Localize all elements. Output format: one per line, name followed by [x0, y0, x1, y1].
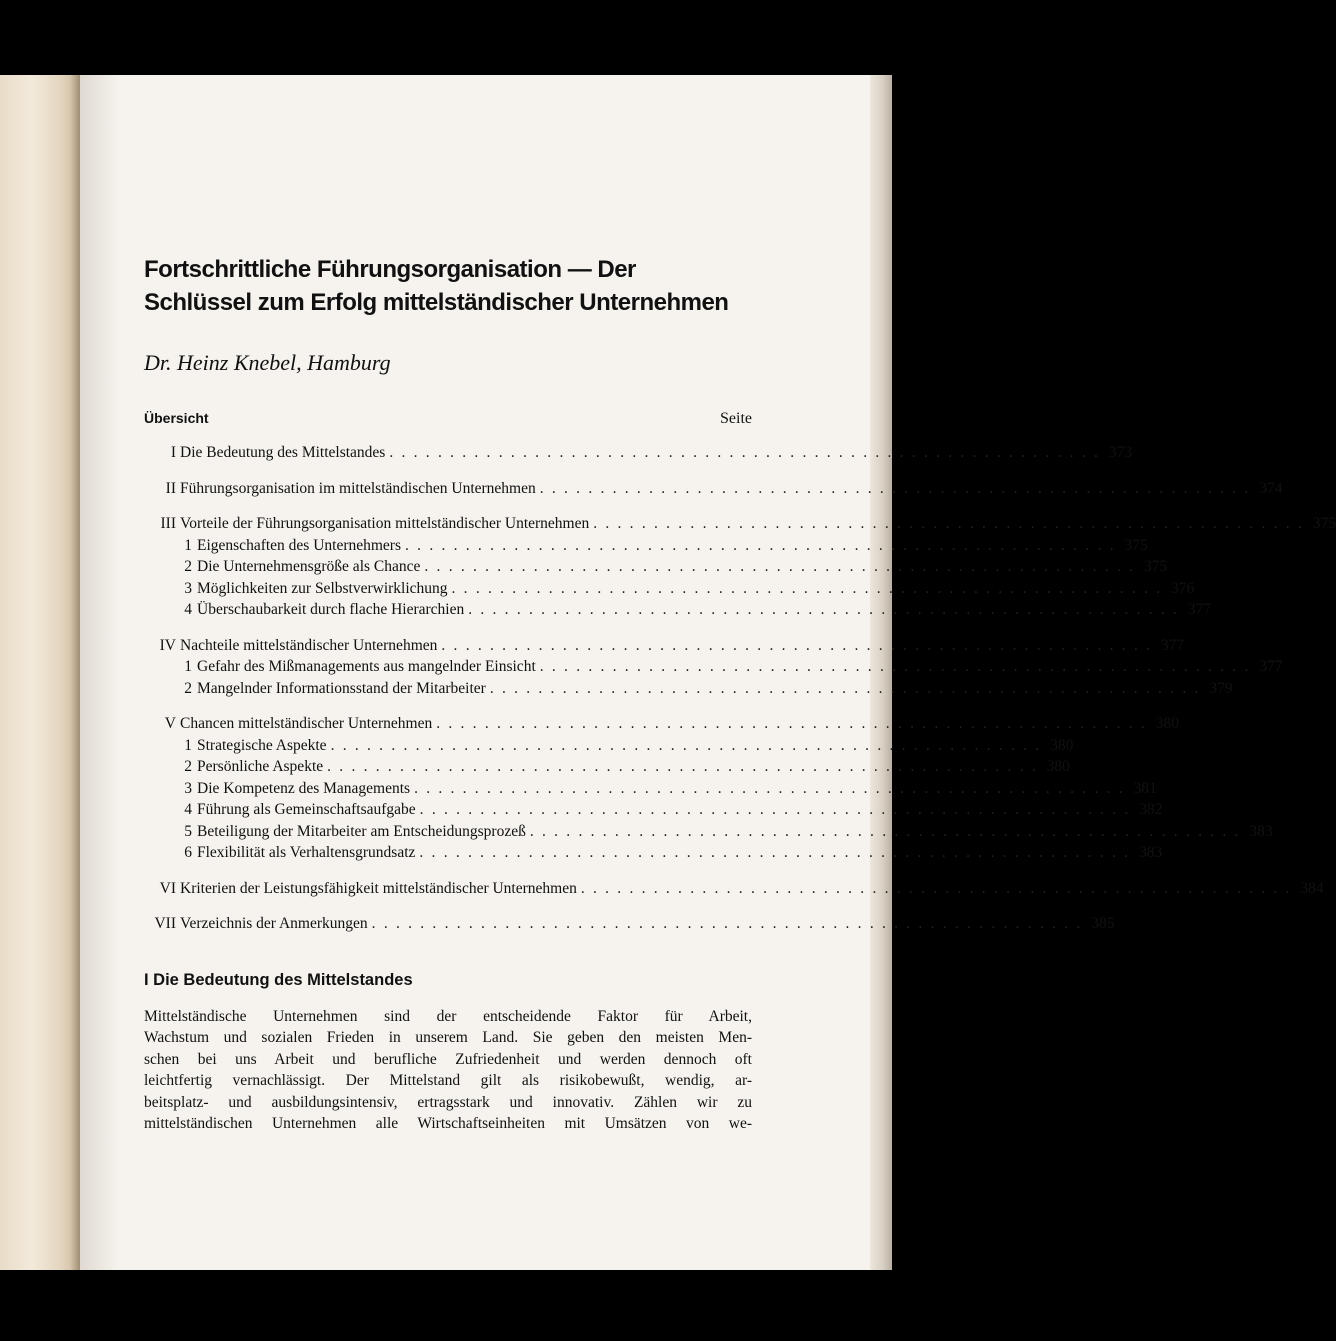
toc-subentry-number: 3 [184, 579, 192, 597]
toc-subentry [144, 756, 1070, 778]
toc-leader-dots: . . . . . . . . . . . . . . . . . . . . . . . . . . . . . . . . . . . . . . . . . . . . . . . . . . . . . . . . . . . [414, 779, 1125, 797]
left-page-edge [0, 75, 80, 1270]
toc-section [144, 913, 1115, 935]
toc-section [144, 513, 1336, 621]
toc-leader-dots: . . . . . . . . . . . . . . . . . . . . . . . . . . . . . . . . . . . . . . . . . . . . . . . . . . . . . . . . . . . [529, 822, 1241, 840]
toc-subentry-page: 380 [1046, 758, 1070, 775]
toc-entry-number: I [170, 444, 176, 461]
toc-entry [144, 878, 1324, 900]
toc-subentry-number: 2 [184, 758, 192, 775]
article-title [144, 253, 752, 319]
toc-entry-page: 375 [1312, 515, 1336, 532]
toc-subentry-page: 382 [1139, 801, 1163, 818]
body-text-line: Wachstum und sozialen Frieden in unserem Land. Sie geben den meisten Men- [144, 1029, 752, 1046]
toc-subentry [144, 535, 1148, 557]
body-text-line: leichtfertig vernachlässigt. Der Mittelstand gilt als risikobewußt, wendig, ar- [144, 1072, 752, 1089]
toc-leader-dots: . . . . . . . . . . . . . . . . . . . . . . . . . . . . . . . . . . . . . . . . . . . . . . . . . . . . . . . . . . . [389, 444, 1101, 461]
toc-leader-dots: . . . . . . . . . . . . . . . . . . . . . . . . . . . . . . . . . . . . . . . . . . . . . . . . . . . . . . . . . . . [539, 479, 1251, 497]
toc-entry-title: Kriterien der Leistungsfähigkeit mittelständischer Unternehmen [180, 879, 577, 897]
toc-section [144, 478, 1283, 500]
toc-entry-number: VII [154, 915, 176, 932]
toc-entry [144, 713, 1180, 735]
toc-leader-dots: . . . . . . . . . . . . . . . . . . . . . . . . . . . . . . . . . . . . . . . . . . . . . . . . . . . . . . . . . . . [539, 658, 1251, 675]
toc-entry [144, 442, 1133, 464]
toc-leader-dots: . . . . . . . . . . . . . . . . . . . . . . . . . . . . . . . . . . . . . . . . . . . . . . . . . . . . . . . . . . . [419, 801, 1131, 818]
toc-subentry-page: 377 [1259, 658, 1283, 675]
toc-subentry [144, 842, 1163, 864]
title-line-2: Schlüssel zum Erfolg mittelständischer Unternehmen [144, 289, 729, 316]
toc-subentry-title: Möglichkeiten zur Selbstverwirklichung [197, 579, 448, 597]
toc-entry-title: Vorteile der Führungsorganisation mittelständischer Unternehmen [180, 515, 590, 532]
toc-entry [144, 478, 1283, 500]
toc-subentry-number: 5 [184, 822, 192, 840]
toc-leader-dots: . . . . . . . . . . . . . . . . . . . . . . . . . . . . . . . . . . . . . . . . . . . . . . . . . . . . . . . . . . . [424, 558, 1136, 575]
toc-subentry-title: Strategische Aspekte [197, 736, 327, 754]
toc-subentry [144, 735, 1074, 757]
toc-entry-number: V [164, 715, 176, 732]
toc-entry-title: Verzeichnis der Anmerkungen [180, 915, 368, 932]
toc-subentry-page: 381 [1133, 779, 1157, 797]
toc-leader-dots: . . . . . . . . . . . . . . . . . . . . . . . . . . . . . . . . . . . . . . . . . . . . . . . . . . . . . . . . . . . [330, 736, 1042, 754]
toc-subentry-title: Überschaubarkeit durch flache Hierarchien [197, 601, 465, 618]
toc-subentry [144, 578, 1195, 600]
toc-subentry [144, 656, 1283, 678]
toc-entry-page: 380 [1155, 715, 1180, 732]
toc-label: Übersicht [144, 410, 209, 426]
toc-subentry [144, 778, 1157, 800]
toc-subentry-title: Die Kompetenz des Managements [197, 779, 411, 797]
toc-entry-page: 373 [1108, 444, 1133, 461]
toc-subentry [144, 678, 1233, 700]
toc-subentry-title: Mangelnder Informationsstand der Mitarbeiter [197, 679, 486, 697]
toc-section [144, 878, 1324, 900]
toc-section [144, 442, 1133, 464]
toc-entry-title: Die Bedeutung des Mittelstandes [180, 444, 386, 461]
toc-entry-title: Führungsorganisation im mittelständischen Unternehmen [180, 479, 536, 497]
toc-subentry-number: 4 [184, 801, 192, 818]
gutter-shade [80, 75, 120, 1270]
toc-subentry-title: Die Unternehmensgröße als Chance [197, 558, 421, 575]
body-paragraph [144, 1006, 752, 1135]
toc-subentry-page: 380 [1050, 736, 1074, 754]
toc-subentry-page: 379 [1209, 679, 1233, 697]
toc-subentry-number: 4 [184, 601, 192, 618]
toc-subentry [144, 556, 1168, 578]
toc-subentry-page: 383 [1138, 844, 1163, 861]
toc-subentry-number: 3 [184, 779, 192, 797]
toc-subentry-title: Beteiligung der Mitarbeiter am Entscheidungsprozeß [197, 822, 526, 840]
toc-entry-number: IV [159, 636, 176, 654]
toc-leader-dots: . . . . . . . . . . . . . . . . . . . . . . . . . . . . . . . . . . . . . . . . . . . . . . . . . . . . . . . . . . . [580, 879, 1292, 897]
toc-entry-title: Nachteile mittelständischer Unternehmen [180, 636, 438, 654]
toc-entry [144, 913, 1115, 935]
toc-subentry-number: 2 [184, 558, 192, 575]
spine-shadow [70, 75, 80, 1270]
toc-entry-page: 385 [1091, 915, 1115, 932]
body-text-line: beitsplatz- und ausbildungsintensiv, ertragsstark und innovativ. Zählen wir zu [144, 1093, 752, 1111]
body-text-line: schen bei uns Arbeit und berufliche Zufriedenheit und werden dennoch oft [144, 1050, 752, 1068]
toc-subentry-page: 376 [1171, 579, 1195, 597]
toc-leader-dots: . . . . . . . . . . . . . . . . . . . . . . . . . . . . . . . . . . . . . . . . . . . . . . . . . . . . . . . . . . . [441, 636, 1153, 654]
toc-entry [144, 513, 1336, 535]
toc-leader-dots: . . . . . . . . . . . . . . . . . . . . . . . . . . . . . . . . . . . . . . . . . . . . . . . . . . . . . . . . . . . [489, 679, 1201, 697]
toc-leader-dots: . . . . . . . . . . . . . . . . . . . . . . . . . . . . . . . . . . . . . . . . . . . . . . . . . . . . . . . . . . . [436, 715, 1148, 732]
toc-subentry-title: Eigenschaften des Unternehmers [197, 536, 402, 554]
toc-leader-dots: . . . . . . . . . . . . . . . . . . . . . . . . . . . . . . . . . . . . . . . . . . . . . . . . . . . . . . . . . . . [451, 579, 1163, 597]
table-of-contents [144, 442, 1336, 935]
toc-subentry-number: 1 [184, 658, 192, 675]
toc-section [144, 713, 1273, 864]
toc-entry-title: Chancen mittelständischer Unternehmen [180, 715, 433, 732]
toc-entry-page: 377 [1160, 636, 1185, 654]
title-line-1: Fortschrittliche Führungsorganisation — Der [144, 256, 636, 283]
toc-entry-number: VI [159, 879, 176, 897]
toc-entry-number: II [165, 479, 176, 497]
toc-subentry-page: 383 [1249, 822, 1273, 840]
toc-subentry [144, 599, 1212, 621]
toc-section [144, 635, 1283, 700]
toc-page-label: Seite [720, 410, 752, 427]
body-text-line: Mittelständische Unternehmen sind der entscheidende Faktor für Arbeit, [144, 1007, 752, 1025]
toc-subentry-page: 375 [1143, 558, 1168, 575]
toc-leader-dots: . . . . . . . . . . . . . . . . . . . . . . . . . . . . . . . . . . . . . . . . . . . . . . . . . . . . . . . . . . . [419, 844, 1131, 861]
page-content [144, 253, 1336, 1135]
toc-subentry-title: Flexibilität als Verhaltensgrundsatz [197, 844, 416, 861]
toc-leader-dots: . . . . . . . . . . . . . . . . . . . . . . . . . . . . . . . . . . . . . . . . . . . . . . . . . . . . . . . . . . . [593, 515, 1305, 532]
toc-entry-page: 374 [1259, 479, 1283, 497]
toc-subentry [144, 799, 1163, 821]
toc-subentry-page: 377 [1187, 601, 1212, 618]
body-text-line: mittelständischen Unternehmen alle Wirtschaftseinheiten mit Umsätzen von we- [144, 1115, 752, 1132]
toc-entry-number: III [160, 515, 176, 532]
toc-leader-dots: . . . . . . . . . . . . . . . . . . . . . . . . . . . . . . . . . . . . . . . . . . . . . . . . . . . . . . . . . . . [327, 758, 1038, 775]
toc-subentry-title: Führung als Gemeinschaftsaufgabe [197, 801, 416, 818]
author-line: Dr. Heinz Knebel, Hamburg [144, 350, 391, 375]
toc-leader-dots: . . . . . . . . . . . . . . . . . . . . . . . . . . . . . . . . . . . . . . . . . . . . . . . . . . . . . . . . . . . [405, 536, 1116, 554]
toc-subentry-number: 6 [184, 844, 192, 861]
toc-entry-page: 384 [1300, 879, 1324, 897]
toc-subentry-page: 375 [1124, 536, 1148, 554]
toc-entry [144, 635, 1185, 657]
toc-subentry-number: 1 [184, 536, 192, 554]
toc-header [144, 410, 752, 428]
toc-subentry-number: 2 [184, 679, 192, 697]
toc-subentry [144, 821, 1273, 843]
toc-leader-dots: . . . . . . . . . . . . . . . . . . . . . . . . . . . . . . . . . . . . . . . . . . . . . . . . . . . . . . . . . . . [371, 915, 1083, 932]
toc-subentry-number: 1 [184, 736, 192, 754]
toc-leader-dots: . . . . . . . . . . . . . . . . . . . . . . . . . . . . . . . . . . . . . . . . . . . . . . . . . . . . . . . . . . . [468, 601, 1180, 618]
toc-subentry-title: Persönliche Aspekte [197, 758, 324, 775]
toc-subentry-title: Gefahr des Mißmanagements aus mangelnder Einsicht [197, 658, 536, 675]
section-heading: I Die Bedeutung des Mittelstandes [144, 970, 413, 989]
